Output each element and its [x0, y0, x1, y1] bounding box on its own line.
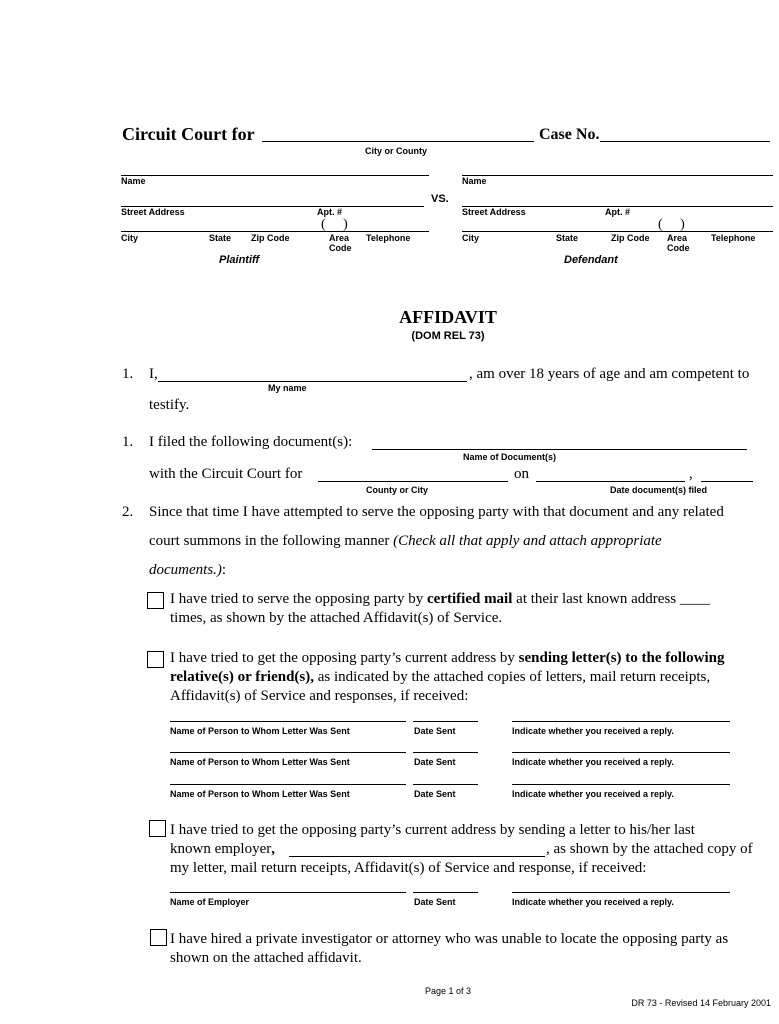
case-number-field[interactable] [600, 141, 770, 142]
letters-relatives-checkbox[interactable] [147, 651, 164, 668]
employer-row-date-caption: Date Sent [414, 897, 456, 907]
investigator-line1: I have hired a private investigator or attorney who was unable to locate the opposing party as [170, 931, 729, 947]
certified-mail-tail: at their last known address ____ [516, 591, 710, 607]
letter-date-caption: Date Sent [414, 789, 456, 799]
paragraph-3-line3-italic: documents.) [149, 562, 222, 578]
employer-line2-pre [170, 841, 275, 858]
defendant-area-label: Area Code [667, 233, 690, 253]
document-name-caption: Name of Document(s) [463, 452, 557, 462]
county-field[interactable] [318, 481, 508, 482]
defendant-state-label: State [556, 233, 579, 243]
paragraph-3-line2-italic: (Check all that apply and attach appropriate [393, 533, 662, 549]
document-name-field[interactable] [372, 449, 747, 450]
investigator-line2: shown on the attached affidavit. [170, 950, 362, 966]
employer-row-name-field[interactable] [170, 892, 406, 893]
paragraph-3-line3 [149, 562, 226, 579]
plaintiff-name-label: Name [121, 176, 146, 186]
my-name-field[interactable] [158, 381, 467, 382]
letters-relatives-bold: sending letter(s) to the following [518, 650, 725, 666]
paragraph-1-suffix: , am over 18 years of age and am competent to [469, 366, 750, 382]
plaintiff-city-field[interactable] [121, 231, 429, 232]
paragraph-3-number: 2. [122, 504, 134, 520]
letter-date-caption: Date Sent [414, 726, 456, 736]
certified-mail-line2: times, as shown by the attached Affidavit(s) of Service. [170, 610, 503, 626]
defendant-area-parens: ( ) [658, 217, 685, 232]
letter-reply-field[interactable] [512, 784, 730, 785]
year-filed-field[interactable] [701, 481, 753, 482]
investigator-checkbox[interactable] [150, 929, 167, 946]
plaintiff-city-label: City [121, 233, 139, 243]
employer-row-reply-field[interactable] [512, 892, 730, 893]
plaintiff-area-label: Area Code [329, 233, 352, 253]
paragraph-3-line1: Since that time I have attempted to serve the opposing party with that document and any related [149, 504, 724, 520]
date-filed-field[interactable] [536, 481, 685, 482]
defendant-role-label: Defendant [564, 254, 618, 266]
page-number: Page 1 of 3 [424, 986, 472, 996]
paragraph-2-on: on [514, 466, 529, 482]
letter-recipient-caption: Name of Person to Whom Letter Was Sent [170, 789, 350, 799]
defendant-zip-label: Zip Code [611, 233, 650, 243]
paragraph-2-comma: , [689, 466, 693, 482]
letter-recipient-caption: Name of Person to Whom Letter Was Sent [170, 757, 350, 767]
employer-line2-tail: , as shown by the attached copy of [546, 841, 753, 857]
employer-line1: I have tried to get the opposing party’s current address by sending a letter to his/her last [170, 822, 695, 838]
certified-mail-text: I have tried to serve the opposing party by [170, 591, 424, 607]
document-subtitle: (DOM REL 73) [411, 330, 485, 342]
paragraph-2-line2: with the Circuit Court for [149, 466, 303, 482]
employer-row-date-field[interactable] [413, 892, 478, 893]
employer-row-reply-caption: Indicate whether you received a reply. [512, 897, 674, 907]
certified-mail-checkbox[interactable] [147, 592, 164, 609]
vs-label: VS. [431, 193, 449, 205]
letters-relatives-bold2: relative(s) or friend(s), [170, 669, 314, 685]
letters-relatives-line2 [170, 669, 710, 686]
letters-relatives-line1 [170, 650, 724, 667]
letter-reply-caption: Indicate whether you received a reply. [512, 789, 674, 799]
plaintiff-zip-label: Zip Code [251, 233, 290, 243]
letter-recipient-field[interactable] [170, 752, 406, 753]
defendant-apt-label: Apt. # [605, 207, 631, 217]
case-label: Case No. [539, 126, 600, 143]
letter-date-field[interactable] [413, 721, 478, 722]
my-name-caption: My name [268, 383, 307, 393]
county-caption: County or City [366, 485, 428, 495]
defendant-name-field[interactable] [462, 175, 773, 176]
court-label: Circuit Court for [122, 124, 255, 144]
defendant-city-field[interactable] [462, 231, 773, 232]
court-field[interactable] [262, 141, 534, 142]
defendant-phone-label: Telephone [711, 233, 756, 243]
court-sublabel: City or County [365, 146, 427, 156]
paragraph-3-line2-text: court summons in the following manner [149, 533, 390, 549]
paragraph-3-line3-tail: : [221, 562, 227, 578]
letter-recipient-caption: Name of Person to Whom Letter Was Sent [170, 726, 350, 736]
plaintiff-apt-label: Apt. # [317, 207, 343, 217]
paragraph-1-continuation: testify. [149, 397, 190, 413]
letter-recipient-field[interactable] [170, 784, 406, 785]
defendant-city-label: City [462, 233, 480, 243]
employer-name-field[interactable] [289, 856, 545, 857]
letter-reply-caption: Indicate whether you received a reply. [512, 757, 674, 767]
plaintiff-role-label: Plaintiff [219, 254, 260, 266]
plaintiff-state-label: State [209, 233, 232, 243]
letter-reply-field[interactable] [512, 721, 730, 722]
letter-reply-caption: Indicate whether you received a reply. [512, 726, 674, 736]
date-filed-caption: Date document(s) filed [610, 485, 708, 495]
certified-mail-bold: certified mail [427, 591, 513, 607]
letter-reply-field[interactable] [512, 752, 730, 753]
plaintiff-area-parens: ( ) [321, 217, 348, 232]
letter-date-field[interactable] [413, 784, 478, 785]
letter-recipient-field[interactable] [170, 721, 406, 722]
paragraph-1-prefix: I, [149, 366, 158, 382]
employer-row-name-caption: Name of Employer [170, 897, 250, 907]
paragraph-2-line1: I filed the following document(s): [149, 434, 353, 450]
employer-checkbox[interactable] [149, 820, 166, 837]
letters-relatives-line3: Affidavit(s) of Service and responses, if received: [170, 688, 469, 704]
plaintiff-street-label: Street Address [121, 207, 185, 217]
letter-date-field[interactable] [413, 752, 478, 753]
employer-line3: my letter, mail return receipts, Affidavit(s) of Service and response, if received: [170, 860, 647, 876]
letter-date-caption: Date Sent [414, 757, 456, 767]
employer-line2-comma: , [271, 841, 275, 857]
form-revision: DR 73 - Revised 14 February 2001 [631, 998, 771, 1008]
defendant-name-label: Name [462, 176, 487, 186]
letters-relatives-text2: as indicated by the attached copies of letters, mail return receipts, [317, 669, 711, 685]
defendant-street-label: Street Address [462, 207, 526, 217]
certified-mail-line1 [170, 591, 710, 608]
paragraph-1-number: 1. [122, 366, 134, 382]
letters-relatives-text: I have tried to get the opposing party’s current address by [170, 650, 515, 666]
document-title: AFFIDAVIT [399, 307, 497, 327]
plaintiff-phone-label: Telephone [366, 233, 411, 243]
paragraph-3-line2 [149, 533, 662, 550]
employer-line2-text: known employer [170, 841, 272, 857]
plaintiff-name-field[interactable] [121, 175, 429, 176]
paragraph-2-number: 1. [122, 434, 134, 450]
